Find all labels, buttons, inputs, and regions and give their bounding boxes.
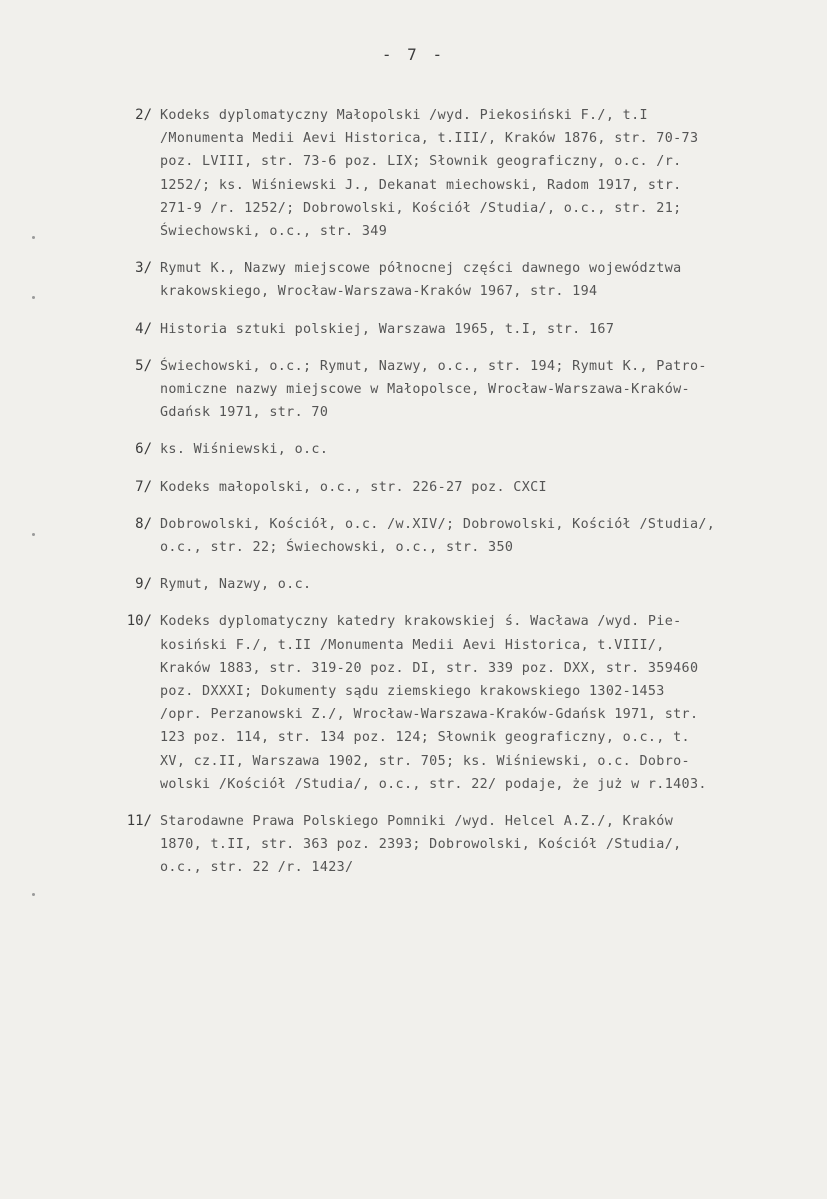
footnote-line: Rymut, Nazwy, o.c. (160, 577, 312, 593)
footnote-line: /opr. Perzanowski Z./, Wrocław-Warszawa-Kraków-Gdańsk 1971, str. (160, 707, 699, 723)
footnote-number: 10/ (126, 613, 152, 630)
footnote-number: 6/ (135, 441, 152, 458)
footnote-number: 2/ (135, 107, 152, 123)
footnotes-list (0, 104, 827, 894)
footnote (0, 257, 827, 303)
footnote-line: XV, cz.II, Warszawa 1902, str. 705; ks. Wiśniewski, o.c. Dobro- (160, 753, 690, 769)
footnote-number: 11/ (126, 813, 152, 830)
footnote (0, 355, 827, 425)
footnote-number: 7/ (135, 478, 152, 495)
footnote-line: kosiński F./, t.II /Monumenta Medii Aevi Historica, t.VIII/, (160, 637, 665, 653)
footnote-number: 8/ (135, 515, 152, 532)
footnote-number: 9/ (135, 576, 152, 593)
footnote-line: 1252/; ks. Wiśniewski J., Dekanat miechowski, Radom 1917, str. (160, 177, 682, 193)
footnote-line: Gdańsk 1971, str. 70 (160, 405, 329, 421)
footnote-line: 123 poz. 114, str. 134 poz. 124; Słownik geograficzny, o.c., t. (160, 730, 690, 746)
footnote-line: poz. DXXXI; Dokumenty sądu ziemskiego krakowskiego 1302-1453 (160, 684, 665, 700)
footnote-line: /Monumenta Medii Aevi Historica, t.III/, Kraków 1876, str. 70-73 (160, 131, 699, 147)
footnote (0, 810, 827, 880)
footnote (0, 476, 827, 499)
page-number: - 7 - (381, 45, 446, 64)
footnote-line: ks. Wiśniewski, o.c. (160, 442, 329, 458)
footnote-line: Dobrowolski, Kościół, o.c. /w.XIV/; Dobrowolski, Kościół /Studia/, (160, 516, 716, 532)
footnote-line: o.c., str. 22 /r. 1423/ (160, 860, 354, 876)
footnote-line: Kodeks dyplomatyczny katedry krakowskiej ś. Wacława /wyd. Pie- (160, 614, 682, 630)
footnote (0, 513, 827, 559)
footnote-line: poz. LVIII, str. 73-6 poz. LIX; Słownik geograficzny, o.c. /r. (160, 154, 682, 170)
footnote-line: Rymut K., Nazwy miejscowe północnej części dawnego województwa (160, 261, 682, 277)
footnote-line: Historia sztuki polskiej, Warszawa 1965, t.I, str. 167 (160, 321, 615, 337)
footnote-line: Świechowski, o.c.; Rymut, Nazwy, o.c., str. 194; Rymut K., Patro- (160, 358, 707, 374)
footnote (0, 318, 827, 341)
footnote-number: 4/ (135, 320, 152, 337)
footnote (0, 104, 827, 243)
footnote-line: o.c., str. 22; Świechowski, o.c., str. 350 (160, 540, 514, 556)
footnote (0, 610, 827, 796)
footnote-line: Kodeks dyplomatyczny Małopolski /wyd. Piekosiński F./, t.I (160, 108, 648, 123)
footnote-line: Kodeks małopolski, o.c., str. 226-27 poz. CXCI (160, 479, 547, 495)
footnote-line: nomiczne nazwy miejscowe w Małopolsce, Wrocław-Warszawa-Kraków- (160, 382, 690, 398)
footnote-number: 3/ (135, 260, 152, 277)
footnote-line: wolski /Kościół /Studia/, o.c., str. 22/ podaje, że już w r.1403. (160, 776, 707, 792)
footnote-line: Kraków 1883, str. 319-20 poz. DI, str. 339 poz. DXX, str. 359460 (160, 660, 699, 676)
footnote-line: Starodawne Prawa Polskiego Pomniki /wyd. Helcel A.Z./, Kraków (160, 814, 674, 830)
footnote-number: 5/ (135, 357, 152, 374)
footnote-line: krakowskiego, Wrocław-Warszawa-Kraków 1967, str. 194 (160, 284, 598, 300)
footnote-line: 1870, t.II, str. 363 poz. 2393; Dobrowolski, Kościół /Studia/, (160, 837, 682, 853)
footnote (0, 438, 827, 461)
footnote-line: Świechowski, o.c., str. 349 (160, 224, 388, 240)
footnote (0, 573, 827, 596)
footnote-line: 271-9 /r. 1252/; Dobrowolski, Kościół /Studia/, o.c., str. 21; (160, 200, 682, 216)
